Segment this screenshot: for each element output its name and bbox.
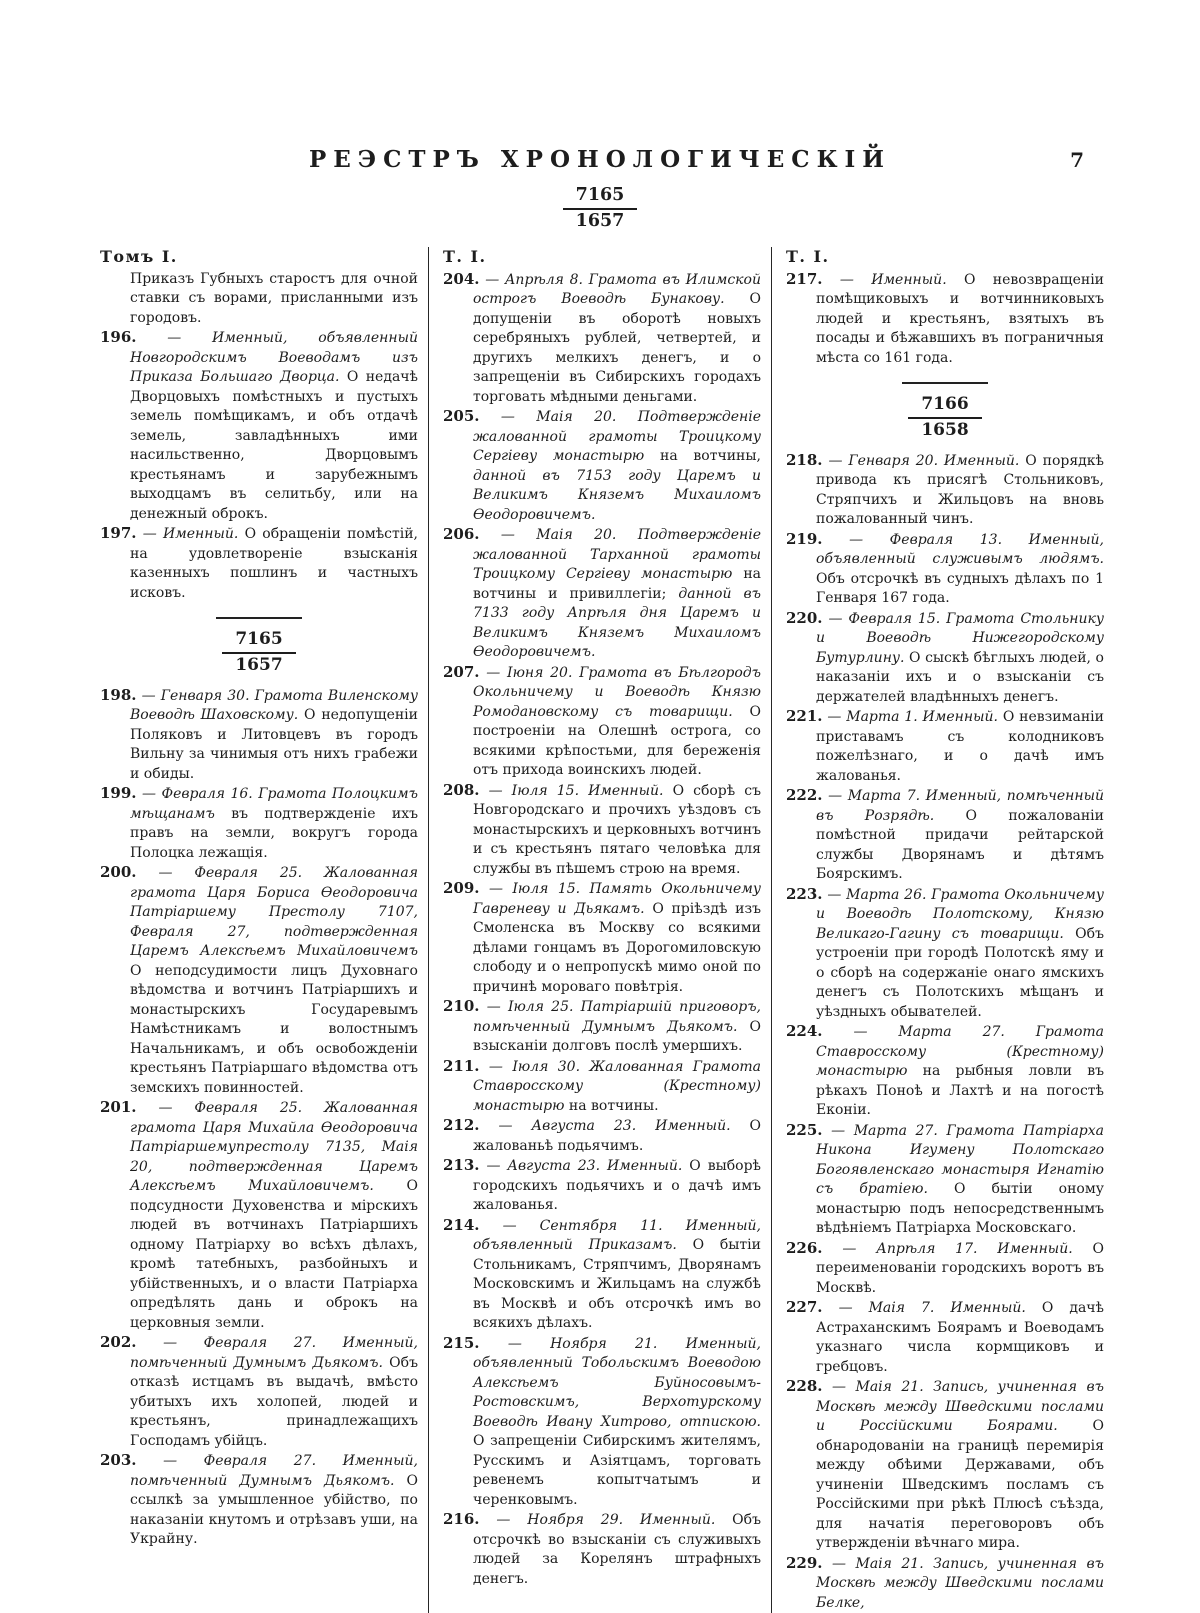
fraction-line	[908, 417, 982, 419]
entry-text-segment: О недопущеніи Поляковъ и Литовцевъ въ городъ Вильну за чинимыя отъ нихъ грабежи и обиды.	[130, 707, 418, 782]
register-entry	[786, 1022, 1104, 1121]
entry-text-segment: — Іюля 15. Память Окольничему Гавреневу и Дьякамъ.	[473, 881, 761, 917]
entry-text-segment: О обнародованіи на границѣ перемирія между обѣими Державами, объ учиненіи Шведскимъ посламъ съ Россійскими при рѣкѣ Плюсѣ съѣзда, для начатія переговоровъ объ утвержденіи вѣчнаго мира.	[816, 1418, 1104, 1552]
entry-text-segment: — Февраля 25. Жалованная грамота Царя Михайла Ѳеодоровича Патріаршемупрестолу 7135, Маія 20, подтвержденная Царемъ Алексѣемъ Михайловичемъ.	[130, 1100, 418, 1195]
entry-text-segment: данной въ 7133 году Апрѣля дня Царемъ и Великимъ Княземъ Михаиломъ Ѳеодоровичемъ.	[473, 585, 761, 661]
entry-text-segment: О дачѣ Астраханскимъ Боярамъ и Воеводамъ указнаго числа кормщиковъ и гребцовъ.	[816, 1300, 1105, 1375]
entry-text-segment: — Іюля 15. Именный.	[479, 782, 673, 799]
column-3	[771, 247, 1114, 1613]
continuation-paragraph	[130, 270, 418, 329]
entry-text-segment: О подсудности Духовенства и мірскихъ людей въ вотчинахъ Патріаршихъ одному Патріарху во всѣхъ дѣлахъ, кромѣ татебныхъ, разбойныхъ и убійственныхъ, и о власти Патріарха опредѣлять дань и оброкъ на церковныя земли.	[130, 1178, 418, 1331]
register-entry	[443, 525, 761, 663]
entry-text-segment: — Маія 20. Подтвержденіе жалованной Тарханной грамоты Троицкому Сергіеву монастырю	[473, 527, 761, 583]
entry-text-segment: О переименованіи городскихъ воротъ въ Москвѣ.	[816, 1240, 1104, 1296]
fraction-numerator: 7165	[235, 629, 283, 650]
entry-text-segment: О бытіи оному монастырю подъ непосредственнымъ вѣдѣніемъ Патріарха Московскаго.	[816, 1181, 1104, 1237]
register-entry	[786, 1377, 1104, 1554]
entry-text-segment: — Именный, объявленный Новгородскимъ Воеводамъ изъ Приказа Большаго Дворца.	[130, 330, 418, 386]
entry-number: 229.	[786, 1553, 823, 1572]
entry-text-segment: О недачѣ Дворцовыхъ помѣстныхъ и пустыхъ земель помѣщикамъ, и объ отдачѣ земель, завладѣнныхъ ими насильственно, Дворцовымъ крестьянамъ и зарубежнымъ выходцамъ въ селитьбу, или на денежный оброкъ.	[130, 369, 418, 522]
column-header: Т. I.	[786, 246, 830, 266]
fraction-denominator: 1658	[921, 419, 969, 440]
entry-number: 227.	[786, 1298, 823, 1317]
fraction-denominator: 1657	[235, 654, 283, 675]
entry-number: 214.	[443, 1215, 480, 1234]
register-entry	[786, 270, 1104, 369]
page-number: 7	[1070, 148, 1084, 172]
entry-number: 223.	[786, 884, 823, 903]
entry-text-segment: О взысканіи долговъ послѣ умершихъ.	[473, 1018, 761, 1055]
entry-text-segment: — Генваря 20. Именный.	[822, 452, 1026, 469]
entry-number: 222.	[786, 786, 823, 805]
register-entry	[100, 1098, 418, 1333]
running-head	[0, 0, 1200, 233]
register-entry	[100, 328, 418, 524]
entry-number: 225.	[786, 1120, 823, 1139]
entry-text-segment: — Марта 27. Грамота Патріарха Никона Игумену Полотскаго Богоявленскаго монастыря Игнатію съ братіею.	[816, 1122, 1104, 1198]
register-entry	[786, 707, 1104, 786]
entry-number: 212.	[443, 1116, 480, 1135]
register-entry	[786, 451, 1104, 530]
register-entry	[100, 1333, 418, 1451]
entry-text-segment: — Февраля 15. Грамота Стольнику и Воеводѣ Нижегородскому Бутурлину.	[816, 610, 1104, 666]
register-entry	[443, 1216, 761, 1334]
register-entry	[443, 1057, 761, 1117]
entry-text-segment: — Марта 27. Грамота Ставросскому (Крестному) монастырю	[816, 1024, 1104, 1080]
entry-text-segment: О обращеніи помѣстій, на удовлетвореніе взысканія казенныхъ пошлинъ и частныхъ исковъ.	[130, 526, 419, 601]
entry-text-segment: О сборѣ съ Новгородскаго и прочихъ уѣздовъ съ монастырскихъ и церковныхъ вотчинъ и съ крестьянъ пятаго человѣка для службы въ пѣшемъ строю на время.	[473, 782, 762, 877]
entry-text-segment: — Именный.	[136, 526, 245, 543]
entry-number: 226.	[786, 1238, 823, 1257]
entry-number: 200.	[100, 863, 137, 882]
entry-text-segment: — Августа 23. Именный.	[479, 1118, 750, 1135]
entry-text-segment: — Маія 21. Запись, учиненная въ Москвѣ между Шведскими послами и Россійскими Боярами.	[816, 1379, 1104, 1435]
register-entry	[443, 879, 761, 997]
register-entry	[786, 609, 1104, 708]
entry-text-segment: Объ отсрочкѣ во взысканіи съ служивыхъ людей за Корелянъ штрафныхъ денегъ.	[473, 1512, 761, 1587]
entry-text-segment: на вотчины,	[659, 448, 761, 465]
register-entry	[100, 686, 418, 785]
register-entry	[786, 1298, 1104, 1377]
entry-number: 228.	[786, 1377, 823, 1396]
section-divider	[902, 382, 988, 384]
register-entry	[443, 997, 761, 1057]
entry-number: 218.	[786, 450, 823, 469]
register-entry	[786, 1239, 1104, 1299]
entry-text-segment: О запрещеніи Сибирскимъ жителямъ, Русскимъ и Азіятцамъ, торговать ревенемъ копытчатымъ и черенковымъ.	[473, 1433, 761, 1508]
column-header: Т. I.	[443, 246, 487, 266]
entry-text-segment: О сыскѣ бѣглыхъ людей, о наказаніи ихъ и о взысканіи съ держателей владѣнныхъ денегъ.	[816, 649, 1104, 705]
register-entry	[100, 524, 418, 603]
entry-text-segment: — Февраля 27. Именный, помѣченный Думнымъ Дьякомъ.	[130, 1453, 418, 1489]
entry-number: 196.	[100, 328, 137, 347]
columns	[100, 247, 1114, 1613]
column-1	[100, 247, 428, 1613]
entry-text-segment: О невзиманіи приставамъ съ колодниковъ пожелѣзнаго, и о дачѣ имъ жалованья.	[816, 709, 1104, 784]
register-entry	[443, 1156, 761, 1216]
entry-text-segment: — Іюля 25. Патріаршій приговоръ, помѣченный Думнымъ Дьякомъ.	[473, 999, 761, 1035]
entry-number: 217.	[786, 269, 823, 288]
entry-text-segment: Объ отказѣ истцамъ въ выдачѣ, вмѣсто убитыхъ ихъ холопей, людей и крестьянъ, принадлежащихъ Господамъ убійцъ.	[130, 1354, 418, 1449]
entry-text-segment: — Апрѣля 17. Именный.	[822, 1240, 1093, 1257]
register-entry	[786, 885, 1104, 1023]
entry-number: 205.	[443, 407, 480, 426]
entry-number: 202.	[100, 1333, 137, 1352]
entry-text-segment: — Апрѣля 8. Грамота въ Илимской острогъ Воеводѣ Бунакову.	[473, 271, 761, 308]
entry-text-segment: — Маія 7. Именный.	[822, 1300, 1042, 1317]
entry-text-segment: О жалованьѣ подьячимъ.	[473, 1118, 761, 1154]
entry-text-segment: — Марта 26. Грамота Окольничему и Воеводѣ Полотскому, Князю Великаго-Гагину съ товарищи.	[816, 886, 1104, 942]
register-entry	[443, 1510, 761, 1589]
register-entry	[443, 781, 761, 880]
entry-text-segment: — Февраля 27. Именный, помѣченный Думнымъ Дьякомъ.	[130, 1335, 418, 1371]
fraction-numerator: 7166	[921, 394, 969, 415]
fraction-line	[222, 652, 296, 654]
section-divider	[216, 617, 302, 619]
entry-text-segment: О построеніи на Олешнѣ острога, со всякими крѣпостьми, для береженія отъ прихода воинскихъ людей.	[473, 703, 761, 779]
entry-text-segment: О пожалованіи помѣстной придачи рейтарской службы Дворянамъ и дѣтямъ Боярскимъ.	[816, 807, 1104, 883]
entry-number: 215.	[443, 1333, 480, 1352]
entry-text-segment: — Февраля 13. Именный, объявленный служивымъ людямъ.	[816, 531, 1104, 568]
fraction-line	[563, 208, 637, 210]
register-entry	[443, 1116, 761, 1156]
year-fraction	[786, 394, 1104, 441]
entry-number: 204.	[443, 269, 480, 288]
entry-text-segment: — Іюня 20. Грамота въ Бѣлгородъ Окольничему и Воеводѣ Князю Ромодановскому съ товарищи.	[473, 664, 761, 720]
entry-text-segment: — Февраля 25. Жалованная грамота Царя Бориса Ѳеодоровича Патріаршему Престолу 7107, Февраля 27, подтвержденная Царемъ Алексѣемъ Михайловичемъ	[130, 865, 418, 960]
entry-text-segment: — Ноября 21. Именный, объявленный Тобольскимъ Воеводою Алексѣемъ Буйносовымъ-Ростовскимъ, Верхотурскому Воеводѣ Ивану Хитрово, отпискою.	[473, 1335, 761, 1430]
register-entry	[786, 786, 1104, 885]
entry-number: 197.	[100, 524, 137, 543]
entry-text-segment: Объ отсрочкѣ въ судныхъ дѣлахъ по 1 Генваря 167 года.	[816, 570, 1104, 607]
entry-number: 216.	[443, 1510, 480, 1529]
entry-text-segment: О допущеніи въ оборотѣ новыхъ серебряныхъ рублей, четвертей, и другихъ мелкихъ денегъ, и о запрещеніи въ Сибирскихъ городахъ торговать мѣдными деньгами.	[473, 291, 761, 405]
register-entry	[443, 407, 761, 525]
entry-text-segment: — Августа 23. Именный.	[479, 1158, 690, 1175]
entry-number: 210.	[443, 997, 480, 1016]
entry-text-segment: О выборѣ городскихъ подьячихъ и о дачѣ имъ жалованья.	[473, 1158, 761, 1214]
column-2	[428, 247, 771, 1613]
entry-text-segment: — Маія 21. Запись, учиненная въ Москвѣ между Шведскими послами Белке,	[816, 1555, 1104, 1611]
entry-text-segment: О порядкѣ привода къ присягѣ Стольниковъ, Стряпчихъ и Жильцовъ на вновь пожалованный чинъ.	[816, 452, 1104, 528]
register-entry	[100, 784, 418, 863]
register-entry	[786, 530, 1104, 609]
column-header: Томъ I.	[100, 246, 178, 266]
entry-text-segment: въ подтвержденіе ихъ правъ на земли, вокругъ города Полоцка лежащія.	[130, 805, 418, 861]
entry-text-segment: на рыбныя ловли въ рѣкахъ Поноѣ и Лахтѣ и на погостѣ Еконіи.	[816, 1063, 1104, 1119]
entry-number: 209.	[443, 879, 480, 898]
entry-text-segment: — Сентября 11. Именный, объявленный Приказамъ.	[473, 1217, 761, 1254]
entry-number: 208.	[443, 780, 480, 799]
entry-number: 201.	[100, 1098, 137, 1117]
entry-text-segment: О невозвращеніи помѣщиковыхъ и вотчинниковыхъ людей и крестьянъ, взятыхъ въ посады и бѣжавшихъ въ пограничныя мѣста со 161 года.	[816, 271, 1104, 366]
entry-number: 206.	[443, 525, 480, 544]
entry-number: 224.	[786, 1022, 823, 1041]
fraction-numerator: 7165	[575, 185, 625, 205]
entry-text-segment: — Марта 7. Именный, помѣченный въ Розрядѣ.	[816, 788, 1104, 824]
entry-number: 198.	[100, 685, 137, 704]
entry-text-segment: Объ устроеніи при городѣ Полотскѣ яму и о сборѣ на содержаніе онаго ямскихъ денегъ съ Полотскихъ мѣщанъ и уѣздныхъ обывателей.	[816, 925, 1104, 1020]
register-entry	[443, 270, 761, 408]
entry-text-segment: — Ноября 29. Именный.	[479, 1512, 733, 1529]
register-entry	[786, 1554, 1104, 1613]
entry-number: 221.	[786, 707, 823, 726]
entry-text-segment: О пріѣздѣ изъ Смоленска въ Москву со всякими дѣлами гонцамъ въ Дорогомиловскую слободу и о непропускѣ мимо оной по причинѣ мороваго повѣтрія.	[473, 900, 761, 995]
year-fraction	[100, 629, 418, 676]
fraction-denominator: 1657	[575, 210, 625, 231]
entry-text-segment: на вотчины.	[568, 1097, 659, 1114]
entry-number: 220.	[786, 608, 823, 627]
entry-number: 219.	[786, 529, 823, 548]
entry-number: 199.	[100, 784, 137, 803]
page-title: РЕЭСТРЪ ХРОНОЛОГИЧЕСКІЙ	[308, 146, 892, 173]
entry-text-segment: — Именный.	[822, 271, 964, 288]
entry-number: 211.	[443, 1056, 480, 1075]
register-entry	[786, 1121, 1104, 1239]
entry-text-segment: — Маія 20. Подтвержденіе жалованной грамоты Троицкому Сергіеву монастырю	[473, 409, 761, 465]
year-fraction-header	[0, 185, 1200, 233]
entry-text-segment: данной въ 7153 году Царемъ и Великимъ Княземъ Михаиломъ Ѳеодоровичемъ.	[473, 467, 761, 523]
entry-number: 213.	[443, 1156, 480, 1175]
entry-text-segment: — Марта 1. Именный.	[822, 709, 1003, 726]
entry-text-segment: на вотчины и привиллегіи;	[473, 566, 761, 602]
register-entry	[443, 663, 761, 781]
entry-number: 203.	[100, 1451, 137, 1470]
entry-text-segment: — Генваря 30. Грамота Виленскому Воеводѣ Шаховскому.	[130, 687, 418, 724]
entry-text-segment: О бытіи Стольникамъ, Стряпчимъ, Дворянамъ Московскимъ и Жильцамъ на службѣ въ Москвѣ и объ отсрочкѣ имъ во всякихъ дѣлахъ.	[473, 1237, 761, 1332]
entry-text-segment: О неподсудимости лицъ Духовнаго вѣдомства и вотчинъ Патріаршихъ и монастырскихъ Государевымъ Намѣстникамъ и волостнымъ Начальникамъ, и объ освобожденіи крестьянъ Патріаршаго вѣдомства отъ земскихъ повинностей.	[130, 962, 418, 1096]
register-entry	[443, 1334, 761, 1511]
register-entry	[100, 1451, 418, 1550]
entry-text-segment: Приказъ Губныхъ старостъ для очной ставки съ ворами, присланными изъ городовъ.	[130, 270, 418, 326]
entry-text-segment: О ссылкѣ за умышленное убійство, по наказаніи кнутомъ и отрѣзавъ уши, на Украйну.	[130, 1472, 418, 1548]
entry-text-segment: — Іюля 30. Жалованная Грамота Ставросскому (Крестному) монастырю	[473, 1058, 761, 1114]
entry-text-segment: — Февраля 16. Грамота Полоцкимъ мѣщанамъ	[130, 786, 418, 822]
register-entry	[100, 863, 418, 1098]
entry-number: 207.	[443, 662, 480, 681]
